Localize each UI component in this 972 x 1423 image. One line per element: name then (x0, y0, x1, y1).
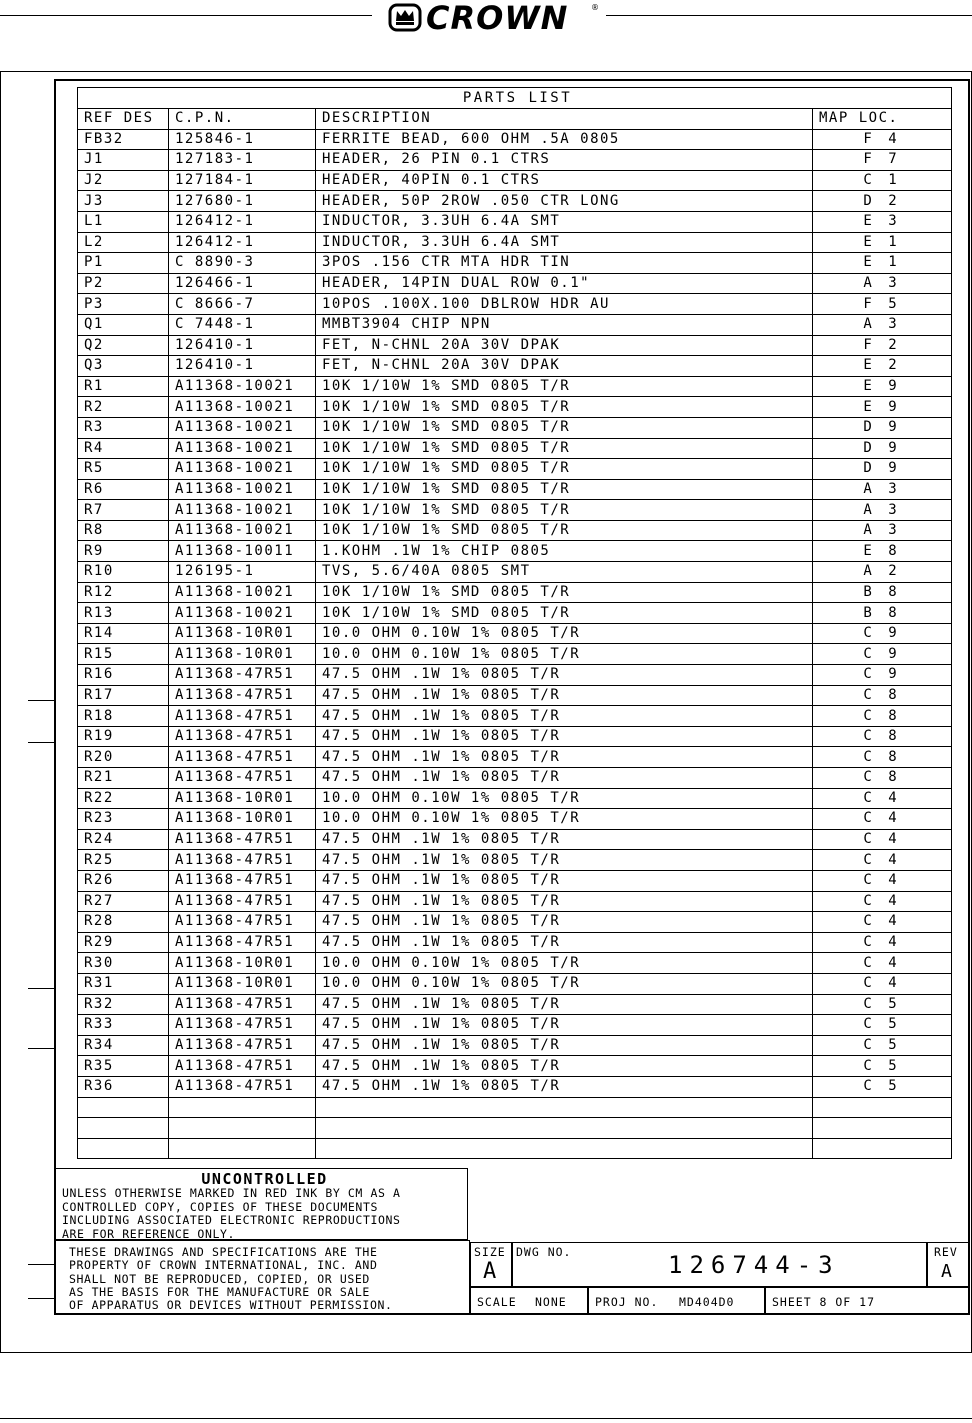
description-cell: 10K 1/10W 1% SMD 0805 T/R (316, 520, 813, 541)
table-row (78, 1035, 952, 1056)
ref-des-cell: R3 (78, 417, 169, 438)
cpn-cell: 125846-1 (169, 129, 316, 150)
table-row (78, 953, 952, 974)
cpn-cell: 126410-1 (169, 356, 316, 377)
map-loc-cell: E 8 (813, 541, 952, 562)
cpn-cell: A11368-47R51 (169, 850, 316, 871)
column-header-description: DESCRIPTION (316, 109, 813, 130)
cpn-cell: C 8890-3 (169, 253, 316, 274)
parts-list-title: PARTS LIST (78, 88, 952, 109)
property-line: AS THE BASIS FOR THE MANUFACTURE OR SALE (69, 1284, 370, 1299)
title-block-scale (470, 1287, 588, 1315)
map-loc-cell: F 4 (813, 129, 952, 150)
description-cell: HEADER, 40PIN 0.1 CTRS (316, 170, 813, 191)
cpn-cell: A11368-10R01 (169, 953, 316, 974)
cpn-cell: A11368-47R51 (169, 747, 316, 768)
description-cell: 47.5 OHM .1W 1% 0805 T/R (316, 829, 813, 850)
table-row (78, 520, 952, 541)
table-row (78, 623, 952, 644)
ref-des-cell: R32 (78, 994, 169, 1015)
description-cell: 10K 1/10W 1% SMD 0805 T/R (316, 438, 813, 459)
cpn-cell: A11368-10021 (169, 397, 316, 418)
map-loc-cell: E 1 (813, 253, 952, 274)
blank-cell (78, 1118, 169, 1139)
cpn-cell: 126412-1 (169, 211, 316, 232)
description-cell: 10.0 OHM 0.10W 1% 0805 T/R (316, 973, 813, 994)
proj-no-value: MD404D0 (679, 1295, 735, 1309)
table-row (78, 335, 952, 356)
ref-des-cell: J1 (78, 150, 169, 171)
cpn-cell: A11368-47R51 (169, 665, 316, 686)
table-row (78, 500, 952, 521)
table-row (78, 191, 952, 212)
map-loc-cell: C 9 (813, 623, 952, 644)
map-loc-cell: C 4 (813, 870, 952, 891)
table-row (78, 170, 952, 191)
table-row (78, 479, 952, 500)
cpn-cell: A11368-10021 (169, 417, 316, 438)
table-row (78, 253, 952, 274)
uncontrolled-heading: UNCONTROLLED (201, 1170, 328, 1188)
cpn-cell: A11368-47R51 (169, 912, 316, 933)
cpn-cell: A11368-10011 (169, 541, 316, 562)
ref-des-cell: P1 (78, 253, 169, 274)
rev-label: REV (934, 1245, 958, 1259)
map-loc-cell: D 9 (813, 438, 952, 459)
map-loc-cell: C 4 (813, 953, 952, 974)
crown-icon (390, 5, 420, 30)
description-cell: INDUCTOR, 3.3UH 6.4A SMT (316, 211, 813, 232)
cpn-cell: A11368-10021 (169, 376, 316, 397)
map-loc-cell: C 8 (813, 685, 952, 706)
table-row (78, 912, 952, 933)
cpn-cell: C 8666-7 (169, 294, 316, 315)
description-cell: 10POS .100X.100 DBLROW HDR AU (316, 294, 813, 315)
size-label: SIZE (474, 1245, 506, 1259)
description-cell: HEADER, 50P 2ROW .050 CTR LONG (316, 191, 813, 212)
ref-des-cell: P2 (78, 273, 169, 294)
uncontrolled-line: CONTROLLED COPY, COPIES OF THESE DOCUMENTS (62, 1199, 378, 1214)
ref-des-cell: R26 (78, 870, 169, 891)
cpn-cell: A11368-10R01 (169, 809, 316, 830)
description-cell: 10.0 OHM 0.10W 1% 0805 T/R (316, 644, 813, 665)
description-cell: 47.5 OHM .1W 1% 0805 T/R (316, 747, 813, 768)
blank-cell (813, 1138, 952, 1159)
map-loc-cell: C 4 (813, 809, 952, 830)
ref-des-cell: R30 (78, 953, 169, 974)
registered-mark: ® (591, 3, 599, 12)
title-block-proj-no (588, 1287, 765, 1315)
description-cell: 10.0 OHM 0.10W 1% 0805 T/R (316, 788, 813, 809)
property-line: THESE DRAWINGS AND SPECIFICATIONS ARE THE (69, 1245, 378, 1259)
cpn-cell: 127183-1 (169, 150, 316, 171)
cpn-cell: A11368-10R01 (169, 623, 316, 644)
table-row (78, 932, 952, 953)
property-line: OF APPARATUS OR DEVICES WITHOUT PERMISSION. (69, 1298, 393, 1313)
ref-des-cell: R24 (78, 829, 169, 850)
cpn-cell: A11368-47R51 (169, 1035, 316, 1056)
table-row (78, 541, 952, 562)
description-cell: TVS, 5.6/40A 0805 SMT (316, 562, 813, 583)
map-loc-cell: E 9 (813, 397, 952, 418)
ref-des-cell: R18 (78, 706, 169, 727)
description-cell: 10K 1/10W 1% SMD 0805 T/R (316, 417, 813, 438)
map-loc-cell: A 3 (813, 479, 952, 500)
table-row (78, 973, 952, 994)
map-loc-cell: C 4 (813, 891, 952, 912)
ref-des-cell: R36 (78, 1076, 169, 1097)
cpn-cell: A11368-47R51 (169, 1015, 316, 1036)
map-loc-cell: E 9 (813, 376, 952, 397)
map-loc-cell: A 3 (813, 520, 952, 541)
ref-des-cell: R13 (78, 603, 169, 624)
property-line: PROPERTY OF CROWN INTERNATIONAL, INC. AND (69, 1258, 378, 1273)
cpn-cell: A11368-10021 (169, 603, 316, 624)
table-row (78, 582, 952, 603)
ref-des-cell: R1 (78, 376, 169, 397)
cpn-cell: A11368-47R51 (169, 891, 316, 912)
ref-des-cell: R2 (78, 397, 169, 418)
description-cell: 3POS .156 CTR MTA HDR TIN (316, 253, 813, 274)
description-cell: 47.5 OHM .1W 1% 0805 T/R (316, 706, 813, 727)
description-cell: 10K 1/10W 1% SMD 0805 T/R (316, 500, 813, 521)
ref-des-cell: R34 (78, 1035, 169, 1056)
description-cell: 10.0 OHM 0.10W 1% 0805 T/R (316, 623, 813, 644)
cpn-cell: A11368-47R51 (169, 1076, 316, 1097)
rev-value: A (941, 1261, 956, 1282)
table-row (78, 129, 952, 150)
blank-cell (316, 1097, 813, 1118)
logo-wordmark: CROWN (426, 0, 569, 34)
column-header-cpn: C.P.N. (169, 109, 316, 130)
cpn-cell: A11368-10021 (169, 500, 316, 521)
description-cell: 10K 1/10W 1% SMD 0805 T/R (316, 376, 813, 397)
description-cell: 47.5 OHM .1W 1% 0805 T/R (316, 870, 813, 891)
map-loc-cell: C 1 (813, 170, 952, 191)
size-value: A (483, 1259, 501, 1284)
ref-des-cell: R19 (78, 726, 169, 747)
table-row (78, 314, 952, 335)
margin-tick (28, 1264, 54, 1265)
ref-des-cell: R29 (78, 932, 169, 953)
description-cell: 47.5 OHM .1W 1% 0805 T/R (316, 768, 813, 789)
table-row (78, 644, 952, 665)
scale-label: SCALE (477, 1295, 517, 1309)
description-cell: 10K 1/10W 1% SMD 0805 T/R (316, 582, 813, 603)
table-row (78, 829, 952, 850)
blank-cell (78, 1138, 169, 1159)
map-loc-cell: C 5 (813, 1076, 952, 1097)
ref-des-cell: R27 (78, 891, 169, 912)
table-row (78, 850, 952, 871)
map-loc-cell: F 5 (813, 294, 952, 315)
footer-rule (0, 1418, 972, 1419)
map-loc-cell: C 4 (813, 850, 952, 871)
table-row (78, 397, 952, 418)
description-cell: 47.5 OHM .1W 1% 0805 T/R (316, 726, 813, 747)
table-row (78, 809, 952, 830)
table-row (78, 603, 952, 624)
blank-row (78, 1118, 952, 1139)
ref-des-cell: R23 (78, 809, 169, 830)
header-rule-right (606, 15, 972, 16)
map-loc-cell: D 9 (813, 459, 952, 480)
table-row (78, 685, 952, 706)
table-row (78, 211, 952, 232)
map-loc-cell: A 3 (813, 314, 952, 335)
scale-value: NONE (535, 1295, 567, 1309)
map-loc-cell: C 9 (813, 644, 952, 665)
cpn-cell: A11368-47R51 (169, 870, 316, 891)
ref-des-cell: R35 (78, 1056, 169, 1077)
blank-cell (813, 1097, 952, 1118)
map-loc-cell: C 5 (813, 994, 952, 1015)
crown-logo (388, 0, 600, 34)
description-cell: 47.5 OHM .1W 1% 0805 T/R (316, 932, 813, 953)
table-row (78, 438, 952, 459)
ref-des-cell: R4 (78, 438, 169, 459)
dwg-no-label: DWG NO. (516, 1245, 572, 1259)
description-cell: HEADER, 26 PIN 0.1 CTRS (316, 150, 813, 171)
ref-des-cell: R25 (78, 850, 169, 871)
title-block-size (470, 1242, 512, 1287)
cpn-cell: A11368-47R51 (169, 726, 316, 747)
map-loc-cell: D 9 (813, 417, 952, 438)
uncontrolled-notice (55, 1168, 468, 1240)
description-cell: 47.5 OHM .1W 1% 0805 T/R (316, 891, 813, 912)
ref-des-cell: FB32 (78, 129, 169, 150)
cpn-cell: A11368-10021 (169, 438, 316, 459)
map-loc-cell: C 8 (813, 747, 952, 768)
ref-des-cell: R9 (78, 541, 169, 562)
blank-cell (813, 1118, 952, 1139)
property-line: SHALL NOT BE REPRODUCED, COPIED, OR USED (69, 1271, 370, 1286)
description-cell: MMBT3904 CHIP NPN (316, 314, 813, 335)
map-loc-cell: E 2 (813, 356, 952, 377)
ref-des-cell: R8 (78, 520, 169, 541)
ref-des-cell: R6 (78, 479, 169, 500)
cpn-cell: A11368-47R51 (169, 768, 316, 789)
title-block-rev (927, 1242, 969, 1287)
table-row (78, 994, 952, 1015)
description-cell: 47.5 OHM .1W 1% 0805 T/R (316, 850, 813, 871)
ref-des-cell: R16 (78, 665, 169, 686)
cpn-cell: 126195-1 (169, 562, 316, 583)
table-row (78, 376, 952, 397)
description-cell: 10K 1/10W 1% SMD 0805 T/R (316, 479, 813, 500)
column-header-ref-des: REF DES (78, 109, 169, 130)
cpn-cell: A11368-10021 (169, 479, 316, 500)
description-cell: HEADER, 14PIN DUAL ROW 0.1" (316, 273, 813, 294)
map-loc-cell: C 5 (813, 1015, 952, 1036)
uncontrolled-line: INCLUDING ASSOCIATED ELECTRONIC REPRODUCTIONS (62, 1213, 401, 1227)
blank-cell (169, 1118, 316, 1139)
map-loc-cell: C 8 (813, 726, 952, 747)
table-row (78, 870, 952, 891)
table-row (78, 294, 952, 315)
ref-des-cell: Q1 (78, 314, 169, 335)
ref-des-cell: R21 (78, 768, 169, 789)
table-row (78, 1056, 952, 1077)
ref-des-cell: R7 (78, 500, 169, 521)
ref-des-cell: R28 (78, 912, 169, 933)
cpn-cell: A11368-10R01 (169, 788, 316, 809)
cpn-cell: A11368-47R51 (169, 994, 316, 1015)
description-cell: 10.0 OHM 0.10W 1% 0805 T/R (316, 809, 813, 830)
cpn-cell: 127184-1 (169, 170, 316, 191)
blank-cell (78, 1097, 169, 1118)
ref-des-cell: Q2 (78, 335, 169, 356)
cpn-cell: 126466-1 (169, 273, 316, 294)
description-cell: 47.5 OHM .1W 1% 0805 T/R (316, 912, 813, 933)
description-cell: 47.5 OHM .1W 1% 0805 T/R (316, 665, 813, 686)
map-loc-cell: C 4 (813, 829, 952, 850)
ref-des-cell: R17 (78, 685, 169, 706)
table-row (78, 768, 952, 789)
parts-list-body (78, 129, 952, 1159)
table-row (78, 150, 952, 171)
map-loc-cell: A 2 (813, 562, 952, 583)
cpn-cell: A11368-10021 (169, 459, 316, 480)
description-cell: FET, N-CHNL 20A 30V DPAK (316, 335, 813, 356)
margin-tick (28, 1048, 54, 1049)
table-row (78, 562, 952, 583)
cpn-cell: C 7448-1 (169, 314, 316, 335)
ref-des-cell: R14 (78, 623, 169, 644)
cpn-cell: A11368-10021 (169, 582, 316, 603)
description-cell: 10K 1/10W 1% SMD 0805 T/R (316, 459, 813, 480)
cpn-cell: 127680-1 (169, 191, 316, 212)
blank-row (78, 1097, 952, 1118)
blank-cell (316, 1118, 813, 1139)
cpn-cell: A11368-47R51 (169, 932, 316, 953)
ref-des-cell: J2 (78, 170, 169, 191)
ref-des-cell: R33 (78, 1015, 169, 1036)
table-row (78, 891, 952, 912)
margin-tick (28, 1298, 54, 1299)
header-rule-left (0, 15, 372, 16)
ref-des-cell: J3 (78, 191, 169, 212)
blank-cell (169, 1138, 316, 1159)
map-loc-cell: D 2 (813, 191, 952, 212)
description-cell: 1.KOHM .1W 1% CHIP 0805 (316, 541, 813, 562)
ref-des-cell: L2 (78, 232, 169, 253)
description-cell: 10K 1/10W 1% SMD 0805 T/R (316, 603, 813, 624)
uncontrolled-line: ARE FOR REFERENCE ONLY. (62, 1226, 236, 1241)
title-block-sheet (765, 1287, 969, 1315)
table-row (78, 232, 952, 253)
map-loc-cell: B 8 (813, 603, 952, 624)
ref-des-cell: R10 (78, 562, 169, 583)
dwg-no-value: 126744-3 (668, 1251, 840, 1279)
table-row (78, 788, 952, 809)
table-row (78, 726, 952, 747)
property-notice (55, 1240, 470, 1315)
description-cell: 10.0 OHM 0.10W 1% 0805 T/R (316, 953, 813, 974)
ref-des-cell: Q3 (78, 356, 169, 377)
ref-des-cell: R5 (78, 459, 169, 480)
cpn-cell: 126410-1 (169, 335, 316, 356)
ref-des-cell: L1 (78, 211, 169, 232)
cpn-cell: 126412-1 (169, 232, 316, 253)
margin-tick (28, 700, 54, 701)
blank-cell (316, 1138, 813, 1159)
map-loc-cell: C 4 (813, 912, 952, 933)
map-loc-cell: F 7 (813, 150, 952, 171)
table-row (78, 273, 952, 294)
map-loc-cell: C 4 (813, 932, 952, 953)
description-cell: INDUCTOR, 3.3UH 6.4A SMT (316, 232, 813, 253)
description-cell: 47.5 OHM .1W 1% 0805 T/R (316, 994, 813, 1015)
table-row (78, 747, 952, 768)
table-row (78, 1015, 952, 1036)
description-cell: 47.5 OHM .1W 1% 0805 T/R (316, 1076, 813, 1097)
description-cell: 47.5 OHM .1W 1% 0805 T/R (316, 1056, 813, 1077)
map-loc-cell: A 3 (813, 273, 952, 294)
map-loc-cell: C 8 (813, 768, 952, 789)
map-loc-cell: E 3 (813, 211, 952, 232)
margin-tick (28, 742, 54, 743)
description-cell: 10K 1/10W 1% SMD 0805 T/R (316, 397, 813, 418)
cpn-cell: A11368-47R51 (169, 685, 316, 706)
table-row (78, 1076, 952, 1097)
map-loc-cell: C 4 (813, 788, 952, 809)
description-cell: FET, N-CHNL 20A 30V DPAK (316, 356, 813, 377)
title-block-dwg-no (512, 1242, 927, 1287)
map-loc-cell: C 8 (813, 706, 952, 727)
map-loc-cell: C 4 (813, 973, 952, 994)
cpn-cell: A11368-10R01 (169, 644, 316, 665)
table-row (78, 356, 952, 377)
map-loc-cell: C 5 (813, 1056, 952, 1077)
sheet-number: SHEET 8 OF 17 (772, 1295, 876, 1309)
cpn-cell: A11368-10R01 (169, 973, 316, 994)
cpn-cell: A11368-47R51 (169, 829, 316, 850)
cpn-cell: A11368-47R51 (169, 1056, 316, 1077)
ref-des-cell: P3 (78, 294, 169, 315)
uncontrolled-line: UNLESS OTHERWISE MARKED IN RED INK BY CM AS A (62, 1186, 401, 1200)
blank-row (78, 1138, 952, 1159)
map-loc-cell: C 9 (813, 665, 952, 686)
table-row (78, 706, 952, 727)
proj-no-label: PROJ NO. (595, 1295, 659, 1309)
ref-des-cell: R15 (78, 644, 169, 665)
map-loc-cell: C 5 (813, 1035, 952, 1056)
map-loc-cell: F 2 (813, 335, 952, 356)
parts-list-table (77, 87, 952, 1159)
map-loc-cell: A 3 (813, 500, 952, 521)
column-header-map-loc: MAP LOC. (813, 109, 952, 130)
ref-des-cell: R22 (78, 788, 169, 809)
description-cell: FERRITE BEAD, 600 OHM .5A 0805 (316, 129, 813, 150)
map-loc-cell: B 8 (813, 582, 952, 603)
ref-des-cell: R20 (78, 747, 169, 768)
blank-cell (169, 1097, 316, 1118)
ref-des-cell: R12 (78, 582, 169, 603)
ref-des-cell: R31 (78, 973, 169, 994)
margin-tick (28, 988, 54, 989)
table-row (78, 665, 952, 686)
description-cell: 47.5 OHM .1W 1% 0805 T/R (316, 1035, 813, 1056)
cpn-cell: A11368-10021 (169, 520, 316, 541)
description-cell: 47.5 OHM .1W 1% 0805 T/R (316, 685, 813, 706)
map-loc-cell: E 1 (813, 232, 952, 253)
cpn-cell: A11368-47R51 (169, 706, 316, 727)
table-row (78, 459, 952, 480)
description-cell: 47.5 OHM .1W 1% 0805 T/R (316, 1015, 813, 1036)
table-row (78, 417, 952, 438)
